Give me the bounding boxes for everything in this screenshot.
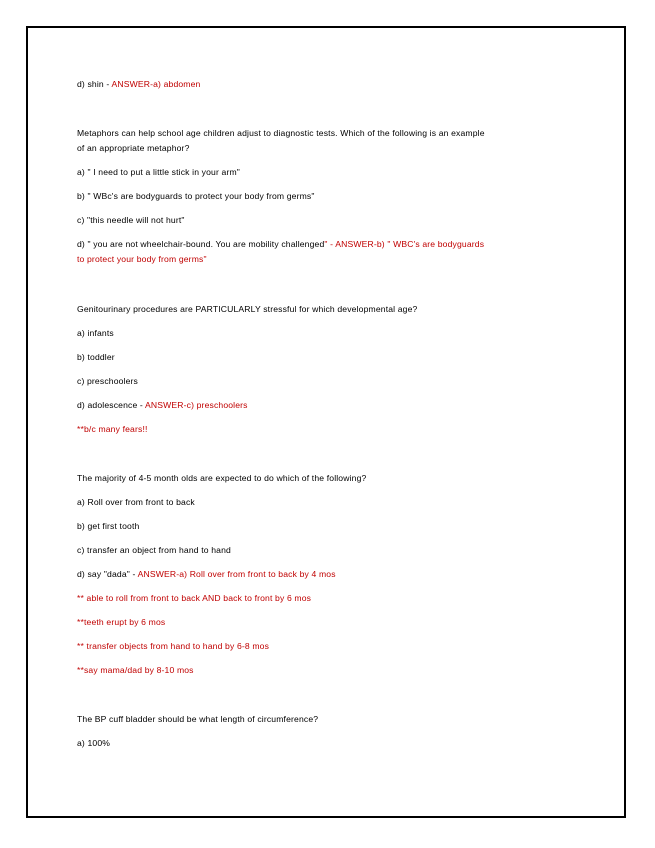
- q0-option-d: [77, 78, 200, 90]
- q3-note-4: **say mama/dad by 8-10 mos: [77, 665, 194, 675]
- q3-answer: ANSWER-a) Roll over from front to back by 4 mos: [137, 569, 336, 579]
- q2-option-d: [77, 399, 248, 411]
- q4-stem: The BP cuff bladder should be what length of circumference?: [77, 714, 319, 724]
- q3-note-3: ** transfer objects from hand to hand by 6-8 mos: [77, 641, 270, 651]
- q3-option-d: [77, 568, 336, 580]
- q1-stem-line1: Metaphors can help school age children adjust to diagnostic tests. Which of the following is an example: [77, 128, 485, 138]
- q2-note: **b/c many fears!!: [77, 424, 148, 434]
- q3-note-1: ** able to roll from front to back AND back to front by 6 mos: [77, 593, 312, 603]
- q1-answer-line1: " - ANSWER-b) " WBC's are bodyguards: [324, 239, 485, 249]
- q2-option-b: b) toddler: [77, 352, 115, 362]
- q3-option-d-text: d) say "dada" -: [77, 569, 138, 579]
- q1-option-d-text: d) " you are not wheelchair-bound. You are mobility challenged: [77, 239, 325, 249]
- q0-answer: ANSWER-a) abdomen: [111, 79, 201, 89]
- q1-option-a: a) " I need to put a little stick in your arm": [77, 167, 240, 177]
- q2-option-a: a) infants: [77, 328, 114, 338]
- q2-stem: Genitourinary procedures are PARTICULARLY stressful for which developmental age?: [77, 304, 418, 314]
- q3-option-a: a) Roll over from front to back: [77, 497, 195, 507]
- q1-answer-line2: to protect your body from germs": [77, 254, 207, 264]
- q1-option-c: c) "this needle will not hurt": [77, 215, 185, 225]
- q3-stem: The majority of 4-5 month olds are expected to do which of the following?: [77, 473, 367, 483]
- q2-answer: ANSWER-c) preschoolers: [145, 400, 248, 410]
- q0-option-d-text: d) shin -: [77, 79, 112, 89]
- q3-option-c: c) transfer an object from hand to hand: [77, 545, 231, 555]
- q3-option-b: b) get first tooth: [77, 521, 140, 531]
- q3-note-2: **teeth erupt by 6 mos: [77, 617, 166, 627]
- q2-option-c: c) preschoolers: [77, 376, 138, 386]
- q2-option-d-text: d) adolescence -: [77, 400, 145, 410]
- q1-option-b: b) " WBc's are bodyguards to protect your body from germs": [77, 191, 315, 201]
- q1-stem-line2: of an appropriate metaphor?: [77, 143, 190, 153]
- q4-option-a: a) 100%: [77, 738, 111, 748]
- q1-option-d: [77, 238, 484, 250]
